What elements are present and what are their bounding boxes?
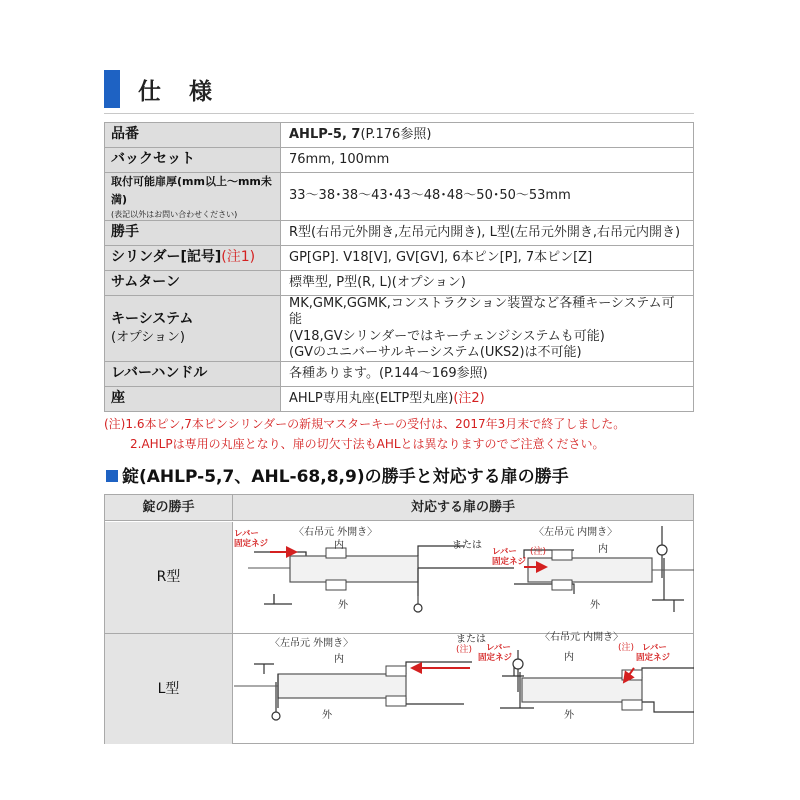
spec-label-main: 取付可能扉厚(mm以上～mm未満): [111, 175, 272, 206]
page-heading: [104, 70, 694, 114]
spec-row-part-number: [105, 123, 694, 148]
diagram-r-inward: [492, 525, 694, 612]
col-door-handing: 対応する扉の勝手: [410, 500, 515, 515]
spec-label: [105, 173, 281, 221]
part-number-ref: (P.176参照): [360, 126, 432, 142]
outside-label: 外: [590, 600, 600, 611]
spec-label-sub: (表記以外はお問い合わせください): [111, 210, 238, 219]
spec-label: [105, 246, 281, 271]
handing-diagrams: [234, 522, 694, 744]
col-lock-handing: 錠の勝手: [105, 495, 233, 521]
spec-value: 33～38･38～43･43～48･48～50･50～53mm: [281, 173, 694, 221]
handing-table-header: [105, 495, 693, 521]
caption: 〈左吊元 外開き〉: [270, 638, 354, 649]
outside-label: 外: [564, 710, 574, 721]
screw-label: 固定ネジ: [636, 653, 671, 663]
lever-label: レバー: [492, 547, 517, 557]
inside-label: 内: [564, 652, 574, 663]
diagram-l-inward: [500, 630, 694, 721]
spec-row-handing: [105, 221, 694, 246]
spec-label-main: シリンダー[記号]: [111, 249, 222, 266]
spec-label: 品番: [105, 123, 281, 148]
heading-accent-bar: [104, 70, 120, 108]
spec-value: [281, 296, 694, 362]
or-label: または: [452, 540, 482, 551]
spec-row-lever-handle: [105, 362, 694, 387]
outside-label: 外: [338, 600, 348, 611]
footnotes: [104, 414, 694, 454]
diagram-r-outward: [234, 525, 514, 612]
screw-label: 固定ネジ: [492, 557, 527, 567]
footnote-1: (注)1.6本ピン,7本ピンシリンダーの新規マスターキーの受付は、2017年3月末で終了しました。: [104, 417, 626, 431]
rose-note: (注2): [453, 390, 485, 406]
caption: 〈右吊元 外開き〉: [294, 527, 378, 538]
or-label: または: [456, 634, 486, 645]
spec-label-note: (注1): [221, 249, 256, 266]
spec-row-rose: [105, 387, 694, 412]
spec-label-sub: (オプション): [111, 330, 185, 346]
spec-value: 各種あります。(P.144～169参照): [281, 362, 694, 387]
inside-label: 内: [598, 544, 608, 555]
spec-label: バックセット: [105, 148, 281, 173]
spec-row-key-system: [105, 296, 694, 362]
spec-row-cylinder: [105, 246, 694, 271]
inside-label: 内: [334, 540, 344, 551]
spec-value: GP[GP]. V18[V], GV[GV], 6本ピン[P], 7本ピン[Z]: [281, 246, 694, 271]
lever-label: レバー: [234, 529, 259, 539]
key-system-line: (GVのユニバーサルキーシステム(UKS2)は不可能): [289, 344, 582, 360]
key-system-line: (V18,GVシリンダーではキーチェンジシステムも可能): [289, 328, 605, 344]
spec-value: 標準型, P型(R, L)(オプション): [281, 271, 694, 296]
spec-row-backset: [105, 148, 694, 173]
section-heading: [106, 462, 569, 487]
spec-value: [281, 123, 694, 148]
part-number: AHLP-5, 7: [289, 126, 361, 142]
inside-label: 内: [334, 654, 344, 665]
spec-value: R型(右吊元外開き,左吊元内開き), L型(左吊元外開き,右吊元内開き): [281, 221, 694, 246]
caption: 〈右吊元 内開き〉: [540, 632, 624, 643]
spec-label: [105, 296, 281, 362]
note-label: (注): [456, 645, 473, 655]
spec-table: [104, 122, 694, 412]
rose-value: AHLP専用丸座(ELTP型丸座): [289, 390, 454, 406]
lever-label: レバー: [642, 643, 667, 653]
spec-row-thumbturn: [105, 271, 694, 296]
row-label-r-type: R型: [105, 522, 233, 633]
square-bullet-icon: [106, 470, 118, 482]
row-label-l-type: L型: [105, 634, 233, 744]
diagram-l-outward: [234, 636, 513, 721]
section-title: 錠(AHLP-5,7、AHL-68,8,9)の勝手と対応する扉の勝手: [122, 467, 569, 487]
page-title: 仕 様: [138, 79, 223, 105]
spec-label: レバーハンドル: [105, 362, 281, 387]
outside-label: 外: [322, 710, 332, 721]
screw-label: 固定ネジ: [478, 653, 513, 663]
handing-table: [104, 494, 694, 744]
spec-label: 勝手: [105, 221, 281, 246]
footnote-2: 2.AHLPは専用の丸座となり、扉の切欠寸法もAHLとは異なりますのでご注意ください。: [130, 437, 605, 451]
caption: 〈左吊元 内開き〉: [534, 527, 618, 538]
spec-label: サムターン: [105, 271, 281, 296]
spec-label-main: キーシステム: [111, 310, 194, 327]
note-label: (注): [618, 643, 635, 653]
key-system-line: MK,GMK,GGMK,コンストラクション装置など各種キーシステム可能: [289, 296, 675, 328]
note-label: (注): [530, 547, 547, 557]
spec-row-door-thickness: [105, 173, 694, 221]
screw-label: 固定ネジ: [234, 539, 269, 549]
spec-value: 76mm, 100mm: [281, 148, 694, 173]
spec-value: [281, 387, 694, 412]
lever-label: レバー: [486, 643, 511, 653]
spec-label: 座: [105, 387, 281, 412]
